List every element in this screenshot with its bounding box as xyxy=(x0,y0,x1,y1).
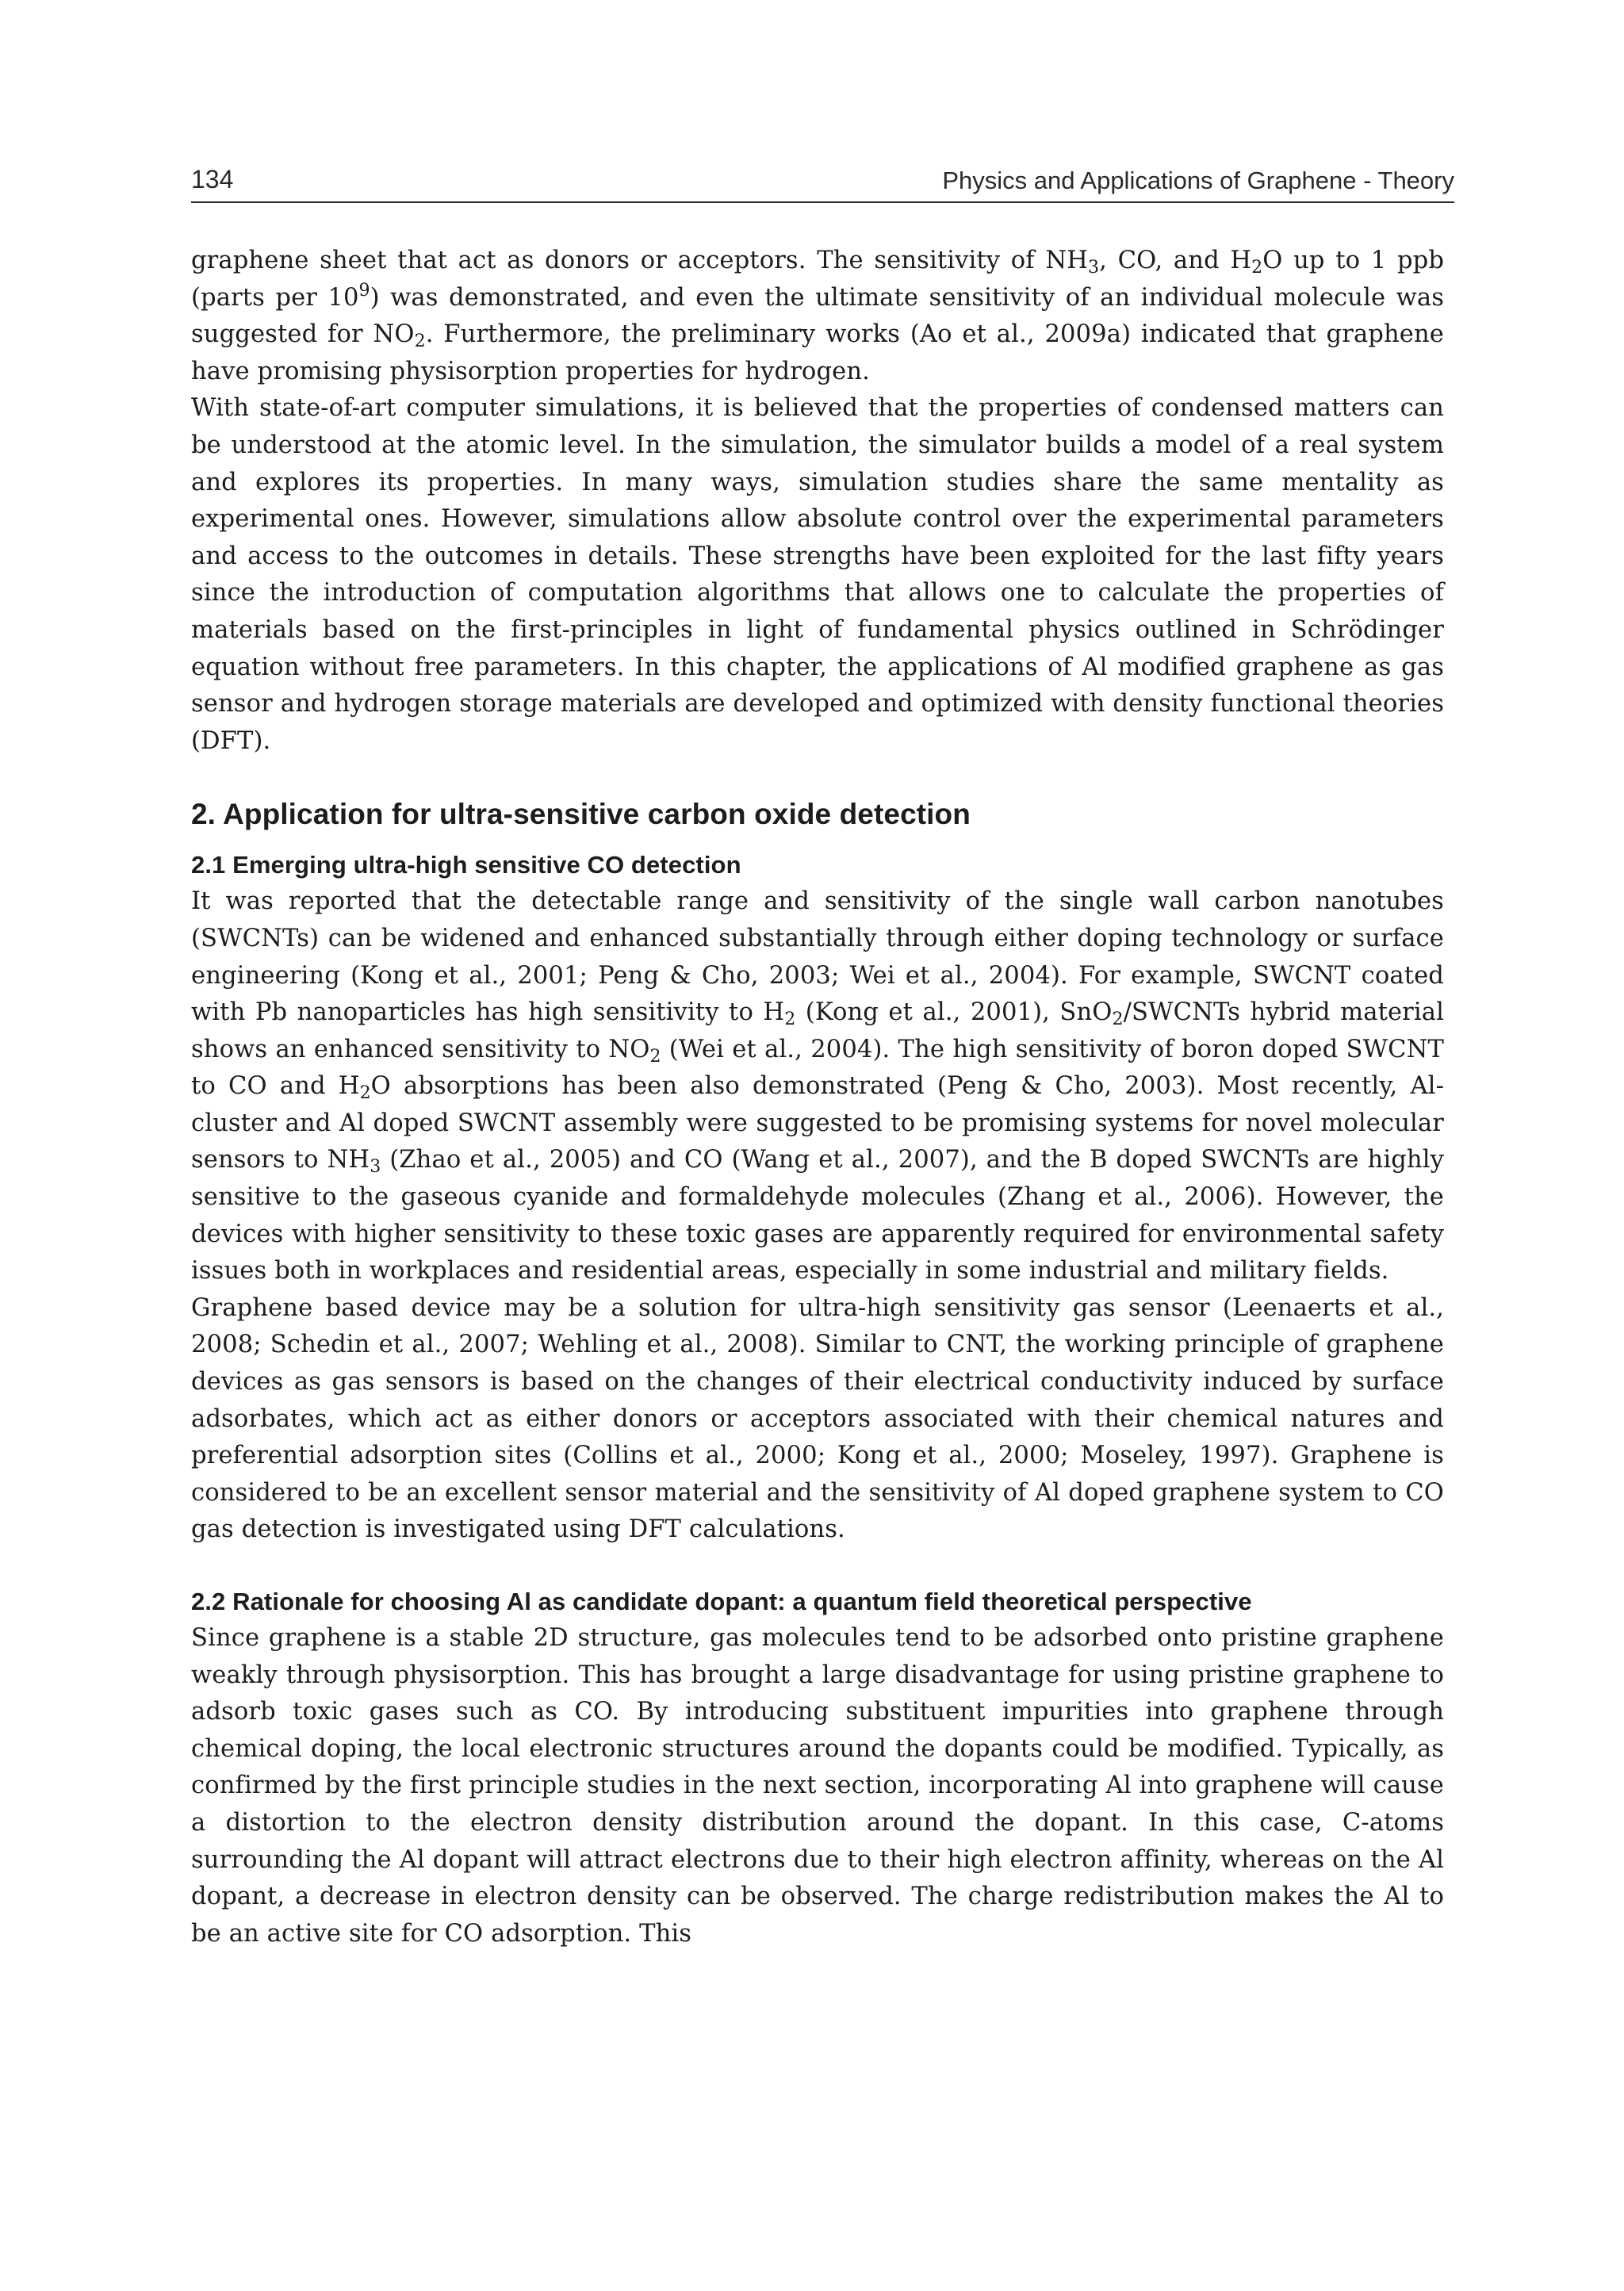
text-run: /SWCNTs hybrid material shows an enhanced sensitivity to NO xyxy=(191,998,1445,1063)
subsection-2-1-paragraph-1 xyxy=(191,883,1444,1290)
subscript: 2 xyxy=(414,331,426,352)
subscript: 2 xyxy=(1112,1009,1124,1030)
subscript: 3 xyxy=(1088,258,1100,278)
text-run: It was reported that the detectable range and sensitivity of the single wall carbon nanotubes (SWCNTs) can be widened and enhanced substantially through either doping technology or surface engineering (Kong et al., 2001; Peng & Cho, 2003; Wei et al., 2004). For example, SWCNT coated with Pb nanoparticles has high sensitivity to H xyxy=(191,887,1444,1027)
text-run: , CO, and H xyxy=(1099,247,1252,274)
text-run: (Zhao et al., 2005) and CO (Wang et al., 2007), and the B doped SWCNTs are highly sensitive to the gaseous cyanide and formaldehyde molecules (Zhang et al., 2006). However, the devices with higher sensitivity to these toxic gases are apparently required for environmental safety issues both in workplaces and residential areas, especially in some industrial and military fields. xyxy=(191,1146,1444,1285)
text-run: O up to 1 ppb (parts per 10 xyxy=(191,247,1444,312)
subsection-2-2-paragraph-1: Since graphene is a stable 2D structure, gas molecules tend to be adsorbed onto pristine graphene weakly through physisorption. This has brought a large disadvantage for using pristine graphene to adsorb toxic gases such as CO. By introducing substituent impurities into graphene through chemical doping, the local electronic structures around the dopants could be modified. Typically, as confirmed by the first principle studies in the next section, incorporating Al into graphene will cause a distortion to the electron density distribution around the dopant. In this case, C-atoms surrounding the Al dopant will attract electrons due to their high electron affinity, whereas on the Al dopant, a decrease in electron density can be observed. The charge redistribution makes the Al to be an active site for CO adsorption. This xyxy=(191,1624,1444,1948)
intro-paragraph-2: With state-of-art computer simulations, it is believed that the properties of condensed matters can be understood at the atomic level. In the simulation, the simulator builds a model of a real system and explores its properties. In many ways, simulation studies share the same mentality as experimental ones. However, simulations allow absolute control over the experimental parameters and access to the outcomes in details. These strengths have been exploited for the last fifty years since the introduction of computation algorithms that allows one to calculate the properties of materials based on the first-principles in light of fundamental physics outlined in Schrödinger equation without free parameters. In this chapter, the applications of Al modified graphene as gas sensor and hydrogen storage materials are developed and optimized with density functional theories (DFT). xyxy=(191,394,1444,755)
text-run: (Kong et al., 2001), SnO xyxy=(795,998,1113,1027)
superscript: 9 xyxy=(358,280,370,301)
section-heading: 2. Application for ultra-sensitive carbon oxide detection xyxy=(191,798,971,831)
page-number: 134 xyxy=(191,165,234,193)
subscript: 2 xyxy=(649,1046,661,1067)
running-title: Physics and Applications of Graphene - Theory xyxy=(942,167,1454,194)
subscript: 3 xyxy=(370,1157,381,1178)
text-run: (Wei et al., 2004). The high sensitivity of boron doped SWCNT to CO and H xyxy=(191,1035,1445,1101)
running-header xyxy=(191,165,1454,203)
subsection-2-1-paragraph-2: Graphene based device may be a solution for ultra-high sensitivity gas sensor (Leenaerts et al., 2008; Schedin et al., 2007; Wehling et al., 2008). Similar to CNT, the working principle of graphene devices as gas sensors is based on the changes of their electrical conductivity induced by surface adsorbates, which act as either donors or acceptors associated with their chemical natures and preferential adsorption sites (Collins et al., 2000; Kong et al., 2000; Moseley, 1997). Graphene is considered to be an excellent sensor material and the sensitivity of Al doped graphene system to CO gas detection is investigated using DFT calculations. xyxy=(191,1293,1444,1544)
subsection-heading-2-1: 2.1 Emerging ultra-high sensitive CO detection xyxy=(191,851,741,879)
subscript: 2 xyxy=(1251,258,1263,278)
subsection-heading-2-2: 2.2 Rationale for choosing Al as candidate dopant: a quantum field theoretical perspective xyxy=(191,1588,1252,1615)
body-text xyxy=(191,243,1444,1952)
subscript: 2 xyxy=(784,1009,796,1030)
text-run: . Furthermore, the preliminary works (Ao et al., 2009a) indicated that graphene have promising physisorption properties for hydrogen. xyxy=(191,320,1444,385)
intro-paragraph-1 xyxy=(191,243,1444,390)
text-run: ) was demonstrated, and even the ultimate sensitivity of an individual molecule was suggested for NO xyxy=(191,283,1444,349)
subscript: 2 xyxy=(359,1083,371,1104)
text-run: graphene sheet that act as donors or acceptors. The sensitivity of NH xyxy=(191,247,1089,274)
text-run: O absorptions has been also demonstrated (Peng & Cho, 2003). Most recently, Al-cluster and Al doped SWCNT assembly were suggested to be promising systems for novel molecular sensors to NH xyxy=(191,1072,1445,1174)
